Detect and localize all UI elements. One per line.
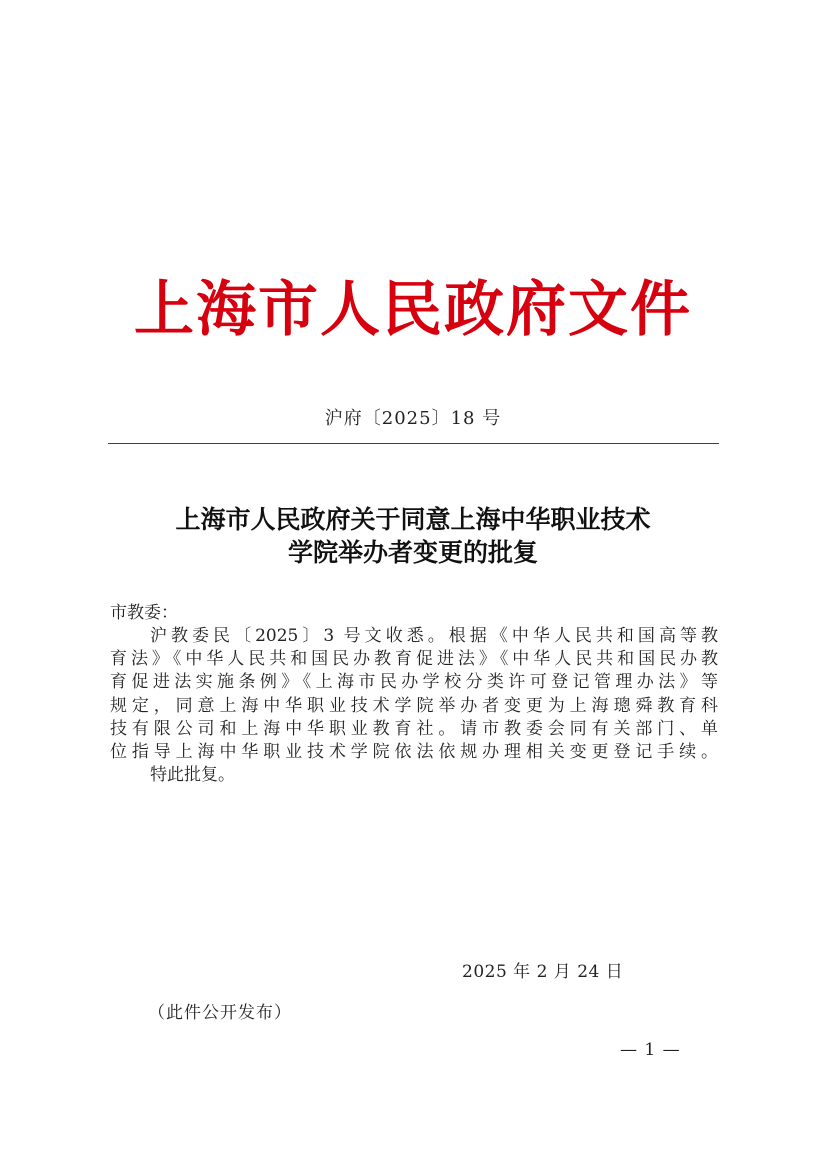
body-line: 技有限公司和上海中华职业教育社。请市教委会同有关部门、单	[110, 718, 718, 739]
publish-note: （此件公开发布）	[148, 1003, 292, 1023]
closing-phrase: 特此批复。	[150, 765, 235, 786]
document-title	[0, 503, 826, 569]
addressee: 市教委：	[110, 603, 178, 623]
page-number: — 1 —	[620, 1040, 681, 1060]
document-body	[110, 625, 718, 787]
body-line: 育法》《中华人民共和国民办教育促进法》《中华人民共和国民办教	[110, 649, 718, 670]
body-line: 育促进法实施条例》《上海市民办学校分类许可登记管理办法》等	[110, 672, 718, 693]
body-line: 位指导上海中华职业技术学院依法依规办理相关变更登记手续。	[110, 741, 718, 762]
body-line: 沪教委民〔2025〕3 号文收悉。根据《中华人民共和国高等教	[150, 626, 718, 646]
document-number: 沪府〔2025〕18 号	[324, 408, 502, 429]
document-title-line-2: 学院举办者变更的批复	[287, 538, 538, 567]
issue-date: 2025 年 2 月 24 日	[462, 962, 624, 982]
document-header-title: 上海市人民政府文件	[134, 275, 692, 345]
body-line: 规定，同意上海中华职业技术学院举办者变更为上海璁舜教育科	[110, 695, 718, 716]
red-divider-line	[108, 443, 719, 444]
document-title-line-1: 上海市人民政府关于同意上海中华职业技术	[175, 505, 651, 534]
